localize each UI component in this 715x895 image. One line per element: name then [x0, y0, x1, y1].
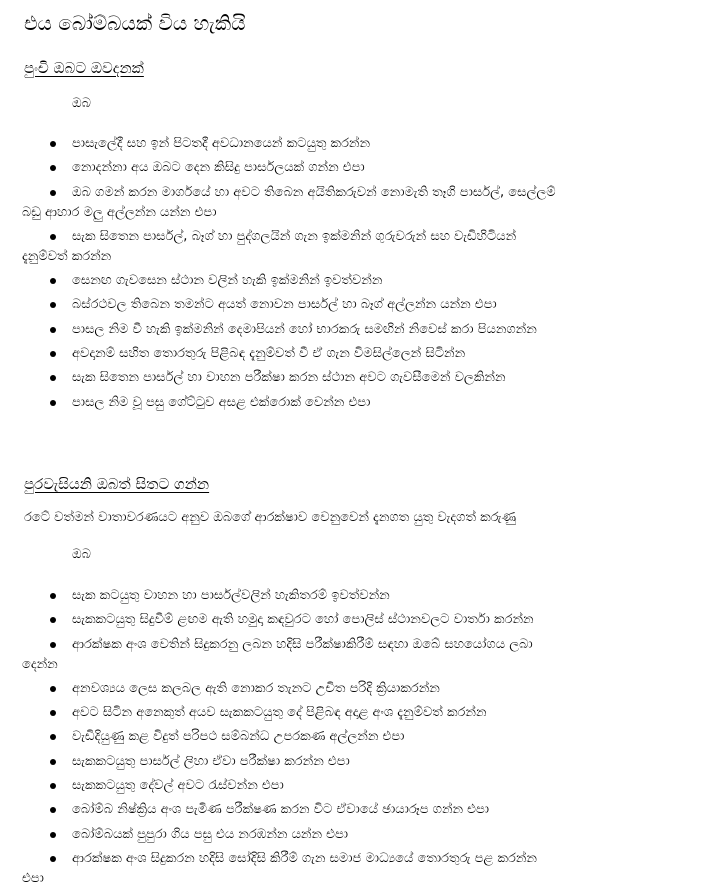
bullet-icon: [50, 351, 56, 357]
list-item: [0, 849, 715, 889]
list-item-text: අනවශ්‍යය ලෙස කලබල ඇති නොකර තැනට උචිත පරිදි ක්‍රියාකරන්න: [72, 680, 440, 696]
list-item-text-continued: එපා: [22, 870, 44, 886]
list-item-text: අවට සිටින අනෙකුත් අයව සැකකටයුතු දේ පිළිබඳ අදාළ අංශ දැනුම්වත් කරන්න: [72, 705, 487, 721]
bullet-icon: [50, 642, 56, 648]
section1-you-label: ඔබ: [72, 96, 91, 111]
bullet-icon: [50, 302, 56, 308]
bullet-icon: [50, 807, 56, 813]
bullet-icon: [50, 190, 56, 196]
section-heading-citizens: පුරවැසියනි ඔබත් සිතට ගන්න: [24, 475, 210, 493]
bullet-icon: [50, 278, 56, 284]
list-item: [0, 158, 715, 178]
list-item-text-continued: දැනුම්වත් කරන්න: [22, 248, 112, 264]
list-item: [0, 320, 715, 340]
list-item-text: පාසල නිම වූ පසු ගේට්ටුව අසළ එක්රොක් වෙන්න එපා: [72, 394, 371, 410]
list-item-text: ආරක්ෂක අංශ වෙතින් සිදුකරනු ලබන හදිසි පරීක්ෂාකිරීම් සඳහා ඔබේ සහයෝගය ලබා: [72, 636, 533, 652]
list-item: [0, 825, 715, 845]
bullet-icon: [50, 234, 56, 240]
list-item: [0, 183, 715, 223]
list-item: [0, 727, 715, 747]
section2-bullet-list: [0, 586, 715, 893]
list-item-text: සැකකටයුතු දේවල් අවට රැස්වන්න එපා: [72, 778, 284, 794]
list-item-text: සැක කටයුතු වාහන හා පාර්සල්වලින් හැකිතරම් ඉවත්වන්න: [72, 588, 390, 603]
bullet-icon: [50, 375, 56, 381]
list-item-text: වැඩිදියුණු කළ විදුත් පරිපථ සම්බන්ධ උපරකණ අල්ලන්න එපා: [72, 729, 405, 745]
list-item: [0, 635, 715, 675]
bullet-icon: [50, 856, 56, 862]
list-item: [0, 393, 715, 413]
list-item-text: බෝම්බ නිෂ්ක්‍රිය අංශ පැමිණ පරීක්ෂණ කරන විට ඒවායේ ඡායාරූප ගන්න එපා: [72, 802, 490, 818]
list-item-text: සැක සිතෙන පාර්සල්, බෑග් හා පුද්ගලයින් ගැන ඉක්මනින් ගුරුවරුන් සහ වැඩිහිටියන්: [72, 228, 517, 244]
section2-intro-text: රටේ වත්මන් වාතාවරණයට අනුව ඔබගේ ආරක්ෂාව වෙනුවෙන් දැනගත යුතු වැදගත් කරුණු: [24, 510, 517, 525]
list-item: [0, 344, 715, 364]
list-item: [0, 752, 715, 772]
list-item: [0, 800, 715, 820]
bullet-icon: [50, 165, 56, 171]
bullet-icon: [50, 783, 56, 789]
list-item-text: සැකකටයුතු පාර්සල් ලිහා ඒවා පරීක්ෂා කරන්න එපා: [72, 753, 350, 769]
list-item-text: ආරක්ෂක අංශ සිදුකරන හදිසි සෝදිසි කිරීම් ගැන සමාජ මාධ්‍යයේ තොරතුරු පළ කරන්න: [72, 850, 537, 866]
list-item-text: සැකකටයුතු සිදුවීම් ළඟම ඇති හමුදා කඳවුරට හෝ පොලිස් ස්ථානවලට වාර්තා කරන්න: [72, 612, 534, 628]
list-item: [0, 227, 715, 267]
bullet-icon: [50, 327, 56, 333]
list-item-text-continued: බඩු ආහාර මලු අල්ලන්න යන්න එපා: [22, 204, 217, 220]
list-item-text: පාසැලේදී සහ ඉන් පිටතදී අවධානයෙන් කටයුතු කරන්න: [72, 136, 371, 151]
bullet-icon: [50, 710, 56, 716]
list-item: [0, 610, 715, 630]
bullet-icon: [50, 686, 56, 692]
list-item-text: බස්රථවල තිබෙන තමන්ට අයත් නොවන පාර්සල් හා බෑග් අල්ලන්න යන්න එපා: [72, 297, 497, 313]
list-item-text: සෙනඟ ගැවසෙන ස්ථාන වලින් හැකි ඉක්මනින් ඉවත්වන්න: [72, 273, 383, 289]
list-item-text: ඔබ ගමන් කරන මාර්ගයේ හා අවට තිබෙන අයිතිකරුවන් නොමැති තෑගි පාර්සල්, සෙල්ලම්: [72, 184, 556, 200]
bullet-icon: [50, 593, 56, 599]
list-item: [0, 776, 715, 796]
list-item: [0, 134, 715, 154]
list-item: [0, 679, 715, 699]
bullet-icon: [50, 832, 56, 838]
list-item-text: අවදානම් සහිත තොරතුරු පිළිබඳ දැනුම්වත් වී ඒ ගැන විමසිල්ලෙන් සිටින්න: [72, 346, 466, 362]
list-item: [0, 271, 715, 291]
bullet-icon: [50, 141, 56, 147]
list-item-text: පාසල නිම වී හැකි ඉක්මනින් දෙමාපියන් හෝ භාරකරු සමඟින් නිවෙස් කරා පියනගන්න: [72, 321, 537, 337]
list-item: [0, 368, 715, 388]
list-item-text-continued: දෙන්න: [22, 656, 58, 672]
list-item: [0, 586, 715, 606]
list-item-text: සැක සිතෙන පාර්සල් හා වාහන පරීක්ෂා කරන ස්ථාන අවට ගැවසීමෙන් වලකින්න: [72, 370, 506, 386]
document-title: එය බෝම්බයක් විය හැකියි: [24, 11, 246, 35]
bullet-icon: [50, 617, 56, 623]
list-item-text: බෝම්බයක් පුපුරා ගිය පසු එය නරඹන්න යන්න එපා: [72, 826, 349, 842]
bullet-icon: [50, 759, 56, 765]
list-item: [0, 703, 715, 723]
section2-you-label: ඔබ: [72, 547, 91, 562]
section1-bullet-list: [0, 134, 715, 417]
list-item-text: නොදන්නා අය ඔබට දෙන කිසිදු පාර්සලයක් ගන්න එපා: [72, 160, 365, 176]
list-item: [0, 295, 715, 315]
bullet-icon: [50, 734, 56, 740]
section-heading-children: පුංචි ඔබට ඔවදනක්: [24, 59, 144, 77]
bullet-icon: [50, 400, 56, 406]
